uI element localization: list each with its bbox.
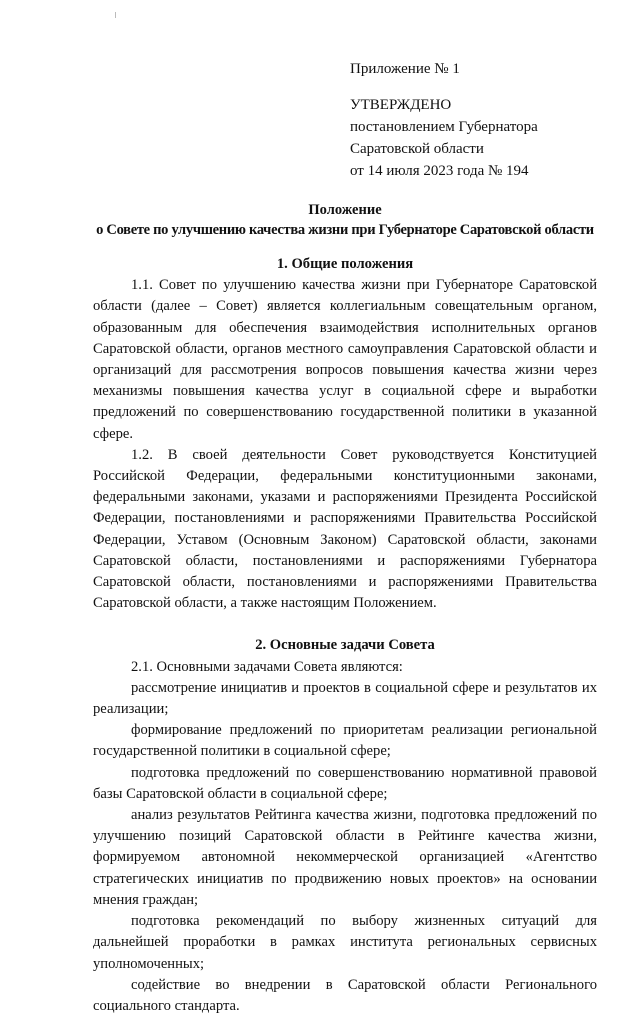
approval-line-2: Саратовской области [350, 141, 484, 157]
scan-artifact [115, 12, 116, 18]
task-item: рассмотрение инициатив и проектов в социальной сфере и результатов их реализации; [93, 679, 597, 718]
approval-block [350, 58, 610, 182]
paragraph-1-2: 1.2. В своей деятельности Совет руководствуется Конституцией Российской Федерации, федеральными конституционными законами, федеральными законами, указами и распоряжениями Президента Российской Федерации, постановлениями и распоряжениями Правительства Российской Федерации, Уставом (Основным Законом) Саратовской области, законами Саратовской области, постановлениями и распоряжениями Губернатора Саратовской области, постановлениями и распоряжениями Правительства Саратовской области, а также настоящим Положением. [93, 446, 597, 612]
appendix-label: Приложение № 1 [350, 61, 460, 77]
task-item: подготовка рекомендаций по выбору жизненных ситуаций для дальнейшей проработки в рамках института региональных сервисных уполномоченных; [93, 913, 597, 972]
approval-date: от 14 июля 2023 года № 194 [350, 163, 529, 179]
section-1-heading: 1. Общие положения [276, 256, 414, 272]
document-body [93, 254, 597, 1017]
task-item: анализ результатов Рейтинга качества жизни, подготовка предложений по улучшению позиций Саратовской области в Рейтинге качества жизни, формируемом автономной некоммерческой организацией «Агентство стратегических инициатив по продвижению новых проектов» на основании мнения граждан; [93, 807, 597, 908]
document-title [80, 200, 610, 240]
paragraph-1-1: 1.1. Совет по улучшению качества жизни при Губернаторе Саратовской области (далее – Совет) является коллегиальным совещательным органом, образованным для обеспечения взаимодействия исполнительных органов Саратовской области, органов местного самоуправления Саратовской области и организаций для рассмотрения вопросов повышения качества жизни через механизмы повышения качества услуг в социальной сфере и выработки предложений по совершенствованию государственной политики в указанной сфере. [93, 277, 597, 442]
section-2-heading: 2. Основные задачи Совета [255, 637, 435, 654]
task-item: подготовка предложений по совершенствованию нормативной правовой базы Саратовской области в социальной сфере; [93, 764, 597, 802]
approval-line-1: постановлением Губернатора [350, 119, 538, 135]
task-item: содействие во внедрении в Саратовской области Регионального социального стандарта. [93, 976, 597, 1014]
title-main: Положение [308, 202, 382, 218]
paragraph-2-1: 2.1. Основными задачами Совета являются: [131, 658, 403, 675]
approved-stamp-text: УТВЕРЖДЕНО [350, 97, 452, 113]
task-item: формирование предложений по приоритетам реализации региональной государственной политики в социальной сфере; [93, 722, 597, 760]
title-sub: о Совете по улучшению качества жизни при Губернаторе Саратовской области [96, 222, 594, 238]
